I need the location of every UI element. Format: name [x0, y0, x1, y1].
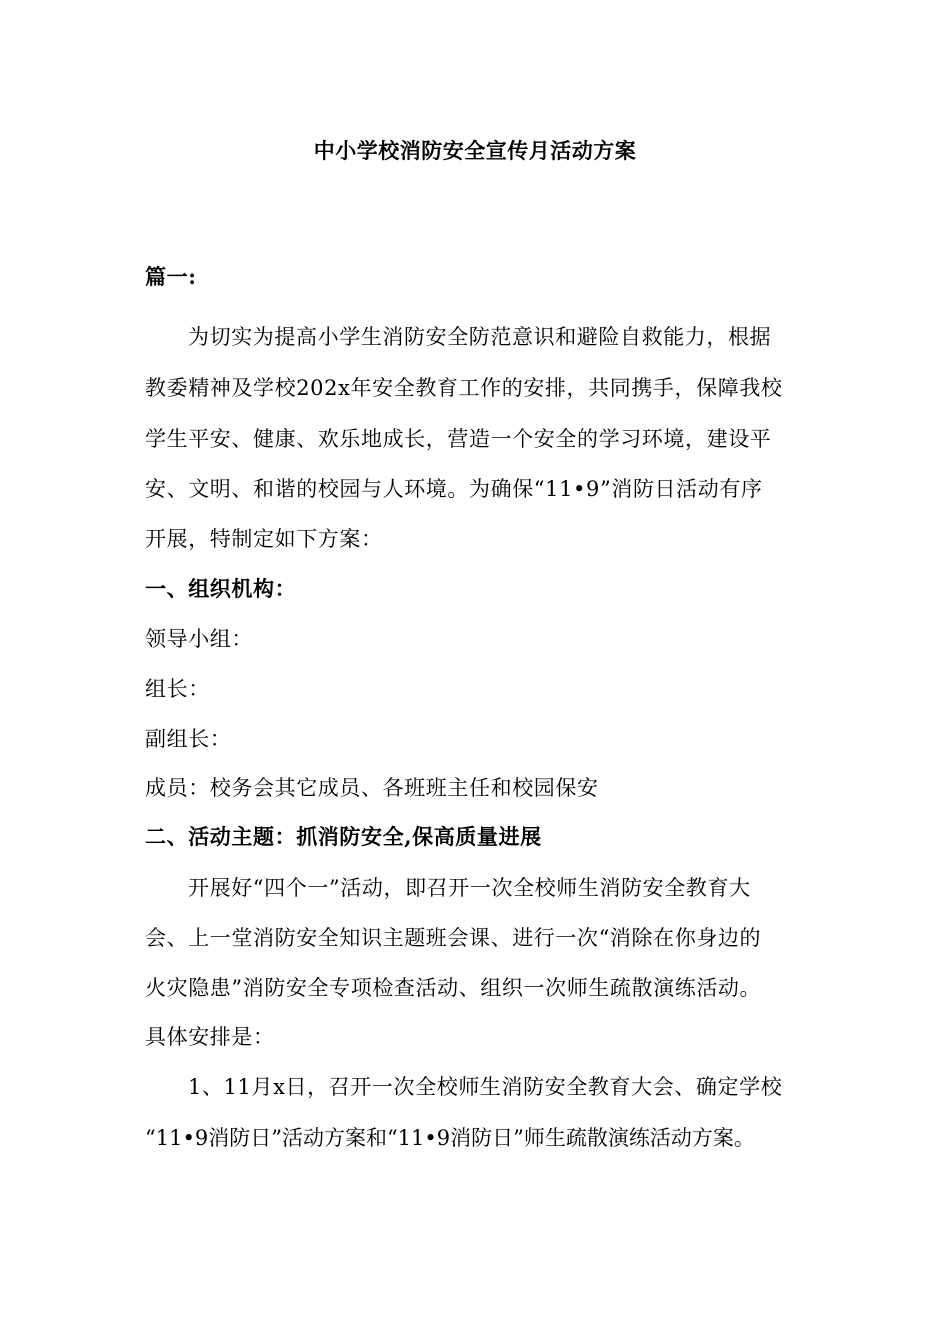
org-leader: 组长： — [145, 677, 210, 701]
activities-line-2: 会、上一堂消防安全知识主题班会课、进行一次“消除在你身边的 — [145, 926, 762, 950]
schedule-line-2: “11•9消防日”活动方案和“11•9消防日”师生疏散演练活动方案。 — [145, 1126, 755, 1150]
section-label: 篇一: — [145, 264, 197, 289]
schedule-line-1: 1、11月x日，召开一次全校师生消防安全教育大会、确定学校 — [188, 1075, 783, 1099]
intro-line-5: 开展，特制定如下方案： — [145, 527, 383, 551]
org-deputy: 副组长： — [145, 727, 232, 751]
document-title: 中小学校消防安全宣传月活动方案 — [313, 138, 637, 163]
org-leading-group: 领导小组： — [145, 627, 253, 651]
intro-line-3: 学生平安、健康、欢乐地成长，营造一个安全的学习环境，建设平 — [145, 427, 772, 451]
intro-line-1: 为切实为提高小学生消防安全防范意识和避险自救能力，根据 — [188, 325, 772, 349]
activities-line-1: 开展好“四个一”活动，即召开一次全校师生消防安全教育大 — [188, 876, 751, 900]
intro-line-2: 教委精神及学校202x年安全教育工作的安排，共同携手，保障我校 — [145, 376, 783, 400]
org-members: 成员：校务会其它成员、各班班主任和校园保安 — [145, 776, 599, 800]
heading-organization: 一、组织机构： — [145, 576, 297, 601]
intro-line-4: 安、文明、和谐的校园与人环境。为确保“11•9”消防日活动有序 — [145, 477, 763, 501]
heading-theme: 二、活动主题：抓消防安全,保高质量进展 — [145, 824, 542, 849]
activities-line-3: 火灾隐患”消防安全专项检查活动、组织一次师生疏散演练活动。 — [145, 976, 762, 1000]
activities-line-4: 具体安排是： — [145, 1025, 275, 1049]
